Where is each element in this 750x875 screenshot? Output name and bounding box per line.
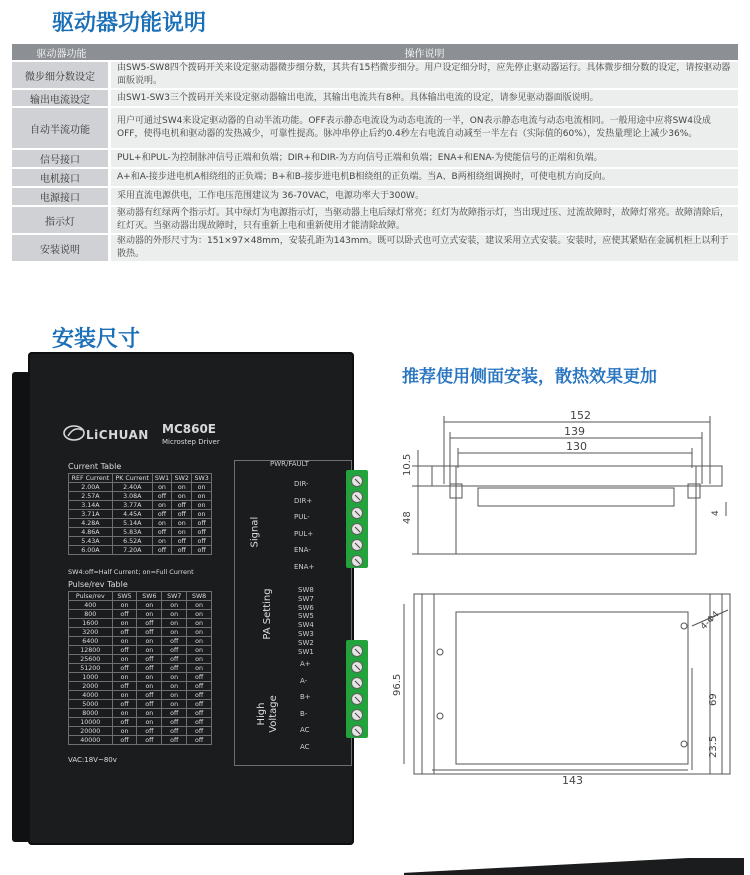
current-table-title: Current Table — [68, 462, 122, 471]
table-cell: off — [112, 700, 137, 709]
power-pin-label: A+ — [300, 660, 311, 668]
table-header-cell: Pulse/rev — [69, 592, 113, 601]
dim-139: 139 — [564, 425, 585, 438]
signal-pin-label: ENA- — [294, 546, 311, 554]
dimension-drawing — [392, 404, 742, 788]
table-cell: 6400 — [69, 637, 113, 646]
terminal-screw-icon — [351, 725, 363, 737]
table-cell: off — [137, 619, 162, 628]
spec-description: 采用直流电源供电，工作电压范围建议为 36-70VAC，电源功率大于300W。 — [111, 188, 738, 205]
table-cell: off — [112, 646, 137, 655]
table-cell: off — [112, 610, 137, 619]
table-cell: 400 — [69, 601, 113, 610]
pulse-table-row — [69, 709, 212, 718]
table-cell: off — [172, 537, 192, 546]
table-cell: 5000 — [69, 700, 113, 709]
table-cell: on — [152, 483, 172, 492]
table-cell: 25600 — [69, 655, 113, 664]
signal-pin-label: DIR- — [294, 480, 309, 488]
table-cell: on — [112, 673, 137, 682]
table-cell: 12800 — [69, 646, 113, 655]
table-cell: on — [137, 646, 162, 655]
table-cell: 4.28A — [69, 519, 113, 528]
terminal-screw-icon — [351, 491, 363, 503]
table-header-cell: SW2 — [172, 474, 192, 483]
table-cell: 4.86A — [69, 528, 113, 537]
table-header-cell: PK Current — [112, 474, 152, 483]
table-cell: off — [112, 664, 137, 673]
spec-feature: 电源接口 — [12, 188, 111, 205]
pulse-table-row — [69, 673, 212, 682]
terminal-screw-icon — [351, 661, 363, 673]
current-table-row — [69, 501, 212, 510]
table-cell: off — [152, 492, 172, 501]
spec-row — [12, 90, 738, 106]
current-table-row — [69, 483, 212, 492]
table-cell: 2.57A — [69, 492, 113, 501]
section-title-function: 驱动器功能说明 — [52, 11, 207, 36]
current-table-row — [69, 510, 212, 519]
pulse-table-row — [69, 628, 212, 637]
pulse-table-row — [69, 736, 212, 745]
signal-pin-label: PUL+ — [294, 529, 314, 538]
table-cell: off — [152, 510, 172, 519]
table-cell: on — [187, 655, 212, 664]
table-cell: off — [137, 736, 162, 745]
table-cell: off — [162, 727, 187, 736]
table-header-cell: SW5 — [112, 592, 137, 601]
spec-feature: 微步细分数设定 — [12, 62, 111, 88]
table-cell: 20000 — [69, 727, 113, 736]
dim-hole: 4-Φ4 — [699, 609, 722, 633]
terminal-screw-icon — [351, 693, 363, 705]
table-cell: off — [112, 682, 137, 691]
dim-96-5: 96.5 — [392, 673, 403, 696]
dip-switch-label: SW1 — [298, 647, 314, 656]
spec-description: 驱动器有红绿两个指示灯。其中绿灯为电源指示灯，当驱动器上电后绿灯常亮；红灯为故障指示灯，当出现过压、过流故障时，故障灯常亮。故障清除后，红灯灭。当驱动器出现故障时，只有重新上电和重新使用才能清除故障。 — [111, 207, 738, 233]
table-cell: off — [162, 709, 187, 718]
table-cell: off — [137, 655, 162, 664]
col-desc: 操作说明 — [111, 44, 738, 60]
power-pin-label: AC — [300, 726, 310, 734]
table-cell: off — [192, 546, 212, 555]
brand-name: LiCHUAN — [86, 428, 149, 442]
heatsink-side — [12, 372, 30, 842]
dim-23-5: 23.5 — [708, 735, 719, 758]
table-header-cell: SW7 — [162, 592, 187, 601]
high-voltage-label: High Voltage — [256, 695, 279, 733]
table-cell: off — [187, 673, 212, 682]
table-cell: on — [152, 501, 172, 510]
table-cell: off — [192, 537, 212, 546]
spec-description: 由SW5-SW8四个拨码开关来设定驱动器微步细分数，其共有15档微步细分。用户设定细分时，应先停止驱动器运行。具体微步细分数的设定，请按驱动器面版说明。 — [111, 62, 738, 88]
table-cell: 3.08A — [112, 492, 152, 501]
table-header-cell: SW8 — [187, 592, 212, 601]
signal-pin-label: DIR+ — [294, 496, 313, 505]
model-subtitle: Microstep Driver — [162, 438, 220, 446]
table-cell: on — [112, 709, 137, 718]
driver-photo — [28, 352, 354, 845]
table-cell: on — [192, 492, 212, 501]
table-cell: off — [162, 718, 187, 727]
table-cell: on — [137, 709, 162, 718]
table-cell: 8000 — [69, 709, 113, 718]
spec-description: A+和A-接步进电机A相绕组的正负端；B+和B-接步进电机B相绕组的正负端。当A、B两相绕组调换时，可使电机方向反向。 — [111, 169, 738, 186]
section-title-install: 安装尺寸 — [52, 327, 141, 352]
table-cell: 5.14A — [112, 519, 152, 528]
power-pin-label: B- — [300, 709, 308, 718]
table-cell: on — [137, 718, 162, 727]
spec-feature: 指示灯 — [12, 207, 111, 233]
table-cell: off — [137, 664, 162, 673]
table-cell: on — [172, 519, 192, 528]
col-feature: 驱动器功能 — [12, 44, 111, 60]
pulse-table-row — [69, 655, 212, 664]
terminal-screw-icon — [351, 709, 363, 721]
table-cell: on — [152, 519, 172, 528]
spec-row — [12, 169, 738, 186]
spec-feature: 输出电流设定 — [12, 90, 111, 106]
dim-152: 152 — [570, 409, 591, 422]
dip-switch-label: SW3 — [298, 630, 314, 638]
table-cell: 40000 — [69, 736, 113, 745]
spec-row — [12, 235, 738, 261]
table-cell: on — [187, 610, 212, 619]
table-header-cell: SW3 — [192, 474, 212, 483]
table-cell: 10000 — [69, 718, 113, 727]
table-cell: on — [137, 682, 162, 691]
table-cell: 800 — [69, 610, 113, 619]
table-cell: 1600 — [69, 619, 113, 628]
recommend-text: 推荐使用侧面安装，散热效果更加 — [402, 367, 657, 387]
pulse-table-row — [69, 664, 212, 673]
table-cell: on — [187, 619, 212, 628]
spec-row — [12, 150, 738, 167]
table-cell: 2.00A — [69, 483, 113, 492]
sw4-note: SW4:off=Half Current; on=Full Current — [68, 568, 194, 576]
spec-row — [12, 207, 738, 233]
spec-feature: 安装说明 — [12, 235, 111, 261]
table-cell: on — [162, 673, 187, 682]
table-cell: off — [187, 709, 212, 718]
table-cell: on — [187, 637, 212, 646]
current-table-row — [69, 528, 212, 537]
table-cell: 2.40A — [112, 483, 152, 492]
dip-switch-label: SW8 — [298, 586, 314, 594]
table-cell: off — [187, 718, 212, 727]
signal-label: Signal — [249, 516, 261, 548]
table-cell: on — [172, 492, 192, 501]
table-cell: off — [162, 646, 187, 655]
table-cell: on — [137, 673, 162, 682]
table-cell: 3.14A — [69, 501, 113, 510]
table-cell: off — [162, 637, 187, 646]
dip-switch-label: SW4 — [298, 621, 314, 630]
table-cell: on — [162, 700, 187, 709]
table-cell: on — [187, 628, 212, 637]
table-cell: off — [192, 528, 212, 537]
pulse-table-row — [69, 637, 212, 646]
table-cell: 6.52A — [112, 537, 152, 546]
table-cell: 5.43A — [69, 537, 113, 546]
spec-feature: 自动半流功能 — [12, 108, 111, 148]
spec-table-header — [12, 44, 738, 60]
spec-feature: 信号接口 — [12, 150, 111, 167]
table-cell: on — [162, 682, 187, 691]
spec-description: PUL+和PUL-为控制脉冲信号正端和负端；DIR+和DIR-为方向信号正端和负端；ENA+和ENA-为使能信号的正端和负端。 — [111, 150, 738, 167]
dim-130: 130 — [566, 440, 587, 453]
table-cell: off — [112, 628, 137, 637]
pulse-table-row — [69, 619, 212, 628]
table-cell: on — [187, 601, 212, 610]
table-cell: off — [187, 691, 212, 700]
table-cell: 2000 — [69, 682, 113, 691]
table-cell: 3200 — [69, 628, 113, 637]
table-cell: 5.83A — [112, 528, 152, 537]
table-cell: off — [162, 655, 187, 664]
terminal-screw-icon — [351, 523, 363, 535]
current-table — [68, 473, 212, 555]
power-pin-label: B+ — [300, 693, 311, 701]
pulse-table-row — [69, 601, 212, 610]
pulse-table-row — [69, 691, 212, 700]
table-cell: off — [137, 700, 162, 709]
power-pin-label: A- — [300, 676, 308, 685]
terminal-outline — [234, 460, 352, 766]
table-cell: on — [162, 628, 187, 637]
table-cell: on — [162, 691, 187, 700]
dip-switch-label: SW6 — [298, 603, 314, 612]
spec-row — [12, 62, 738, 88]
table-cell: on — [187, 664, 212, 673]
spec-description: 由SW1-SW3三个拨码开关来设定驱动器输出电流，其输出电流共有8种。具体输出电流的设定，请参见驱动器面版说明。 — [111, 90, 738, 106]
table-cell: 6.00A — [69, 546, 113, 555]
table-cell: on — [172, 483, 192, 492]
dim-69: 69 — [708, 693, 719, 706]
table-cell: on — [112, 601, 137, 610]
table-cell: off — [172, 501, 192, 510]
pulse-table-row — [69, 727, 212, 736]
table-cell: on — [112, 655, 137, 664]
power-pin-label: AC — [300, 742, 310, 751]
spec-row — [12, 108, 738, 148]
table-cell: 4000 — [69, 691, 113, 700]
terminal-screw-icon — [351, 645, 363, 657]
table-cell: 3.77A — [112, 501, 152, 510]
terminal-screw-icon — [351, 555, 363, 567]
terminal-screw-icon — [351, 507, 363, 519]
table-cell: on — [152, 537, 172, 546]
table-cell: on — [162, 610, 187, 619]
table-cell: on — [112, 691, 137, 700]
table-header-cell: REF Current — [69, 474, 113, 483]
spec-table — [12, 42, 738, 263]
table-cell: off — [112, 736, 137, 745]
table-cell: off — [172, 510, 192, 519]
table-cell: 4.45A — [112, 510, 152, 519]
table-header-cell: SW6 — [137, 592, 162, 601]
table-cell: on — [112, 637, 137, 646]
spec-description: 驱动器的外形尺寸为：151×97×48mm，安装孔距为143mm。既可以卧式也可立式安装，建议采用立式安装。安装时，应使其紧贴在金属机柜上以利于散热。 — [111, 235, 738, 261]
table-cell: 3.71A — [69, 510, 113, 519]
pwr-fault-label: PWR/FAULT — [270, 460, 309, 468]
table-cell: on — [192, 501, 212, 510]
table-cell: off — [152, 528, 172, 537]
table-header-cell: SW1 — [152, 474, 172, 483]
table-cell: on — [162, 601, 187, 610]
pulse-table-row — [69, 610, 212, 619]
table-cell: off — [137, 727, 162, 736]
table-cell: 51200 — [69, 664, 113, 673]
pulse-table-row — [69, 700, 212, 709]
pa-setting-label: PA Setting — [262, 588, 273, 640]
signal-pin-label: ENA+ — [294, 562, 315, 571]
table-cell: on — [112, 727, 137, 736]
table-cell: off — [187, 736, 212, 745]
table-cell: on — [112, 619, 137, 628]
current-table-row — [69, 519, 212, 528]
terminal-screw-icon — [351, 539, 363, 551]
table-cell: off — [172, 546, 192, 555]
table-cell: on — [137, 610, 162, 619]
spec-row — [12, 188, 738, 205]
table-cell: on — [187, 646, 212, 655]
dim-4: 4 — [711, 510, 721, 516]
table-cell: off — [162, 664, 187, 673]
pulse-table-row — [69, 646, 212, 655]
table-cell: off — [162, 736, 187, 745]
dim-143: 143 — [562, 774, 583, 787]
spec-description: 用户可通过SW4来设定驱动器的自动半流功能。OFF表示静态电流设为动态电流的一半，ON表示静态电流与动态电流相同。一般用途中应将SW4设成OFF，使得电机和驱动器的发热减少，可靠性提高。脉冲串停止后约0.4秒左右电流自动减至一半左右（实际值的60%），发热量理论上减少36%。 — [111, 108, 738, 148]
table-cell: 1000 — [69, 673, 113, 682]
model-name: MC860E — [162, 422, 216, 436]
pulse-table-row — [69, 718, 212, 727]
dip-switch-label: SW2 — [298, 638, 314, 647]
vac-label: VAC:18V~80v — [68, 756, 117, 764]
pulse-table — [68, 591, 212, 745]
spec-feature: 电机接口 — [12, 169, 111, 186]
table-cell: on — [172, 528, 192, 537]
table-cell: on — [192, 510, 212, 519]
table-cell: off — [152, 546, 172, 555]
bottom-photo-crop — [384, 858, 750, 875]
dim-48: 48 — [402, 511, 413, 524]
table-cell: off — [137, 691, 162, 700]
table-cell: on — [162, 619, 187, 628]
signal-pin-label: PUL- — [294, 513, 310, 521]
current-table-row — [69, 492, 212, 501]
terminal-screw-icon — [351, 677, 363, 689]
table-cell: on — [192, 483, 212, 492]
table-cell: off — [187, 700, 212, 709]
table-cell: off — [187, 682, 212, 691]
dim-10-5: 10.5 — [402, 453, 413, 476]
current-table-row — [69, 537, 212, 546]
terminal-screw-icon — [351, 475, 363, 487]
table-cell: on — [137, 637, 162, 646]
table-cell: on — [137, 601, 162, 610]
table-cell: off — [187, 727, 212, 736]
table-cell: off — [112, 718, 137, 727]
table-cell: off — [137, 628, 162, 637]
pulse-table-title: Pulse/rev Table — [68, 580, 128, 589]
dip-switch-label: SW5 — [298, 612, 314, 621]
dip-switch-label: SW7 — [298, 594, 314, 603]
current-table-row — [69, 546, 212, 555]
table-cell: off — [192, 519, 212, 528]
table-cell: 7.20A — [112, 546, 152, 555]
pulse-table-row — [69, 682, 212, 691]
